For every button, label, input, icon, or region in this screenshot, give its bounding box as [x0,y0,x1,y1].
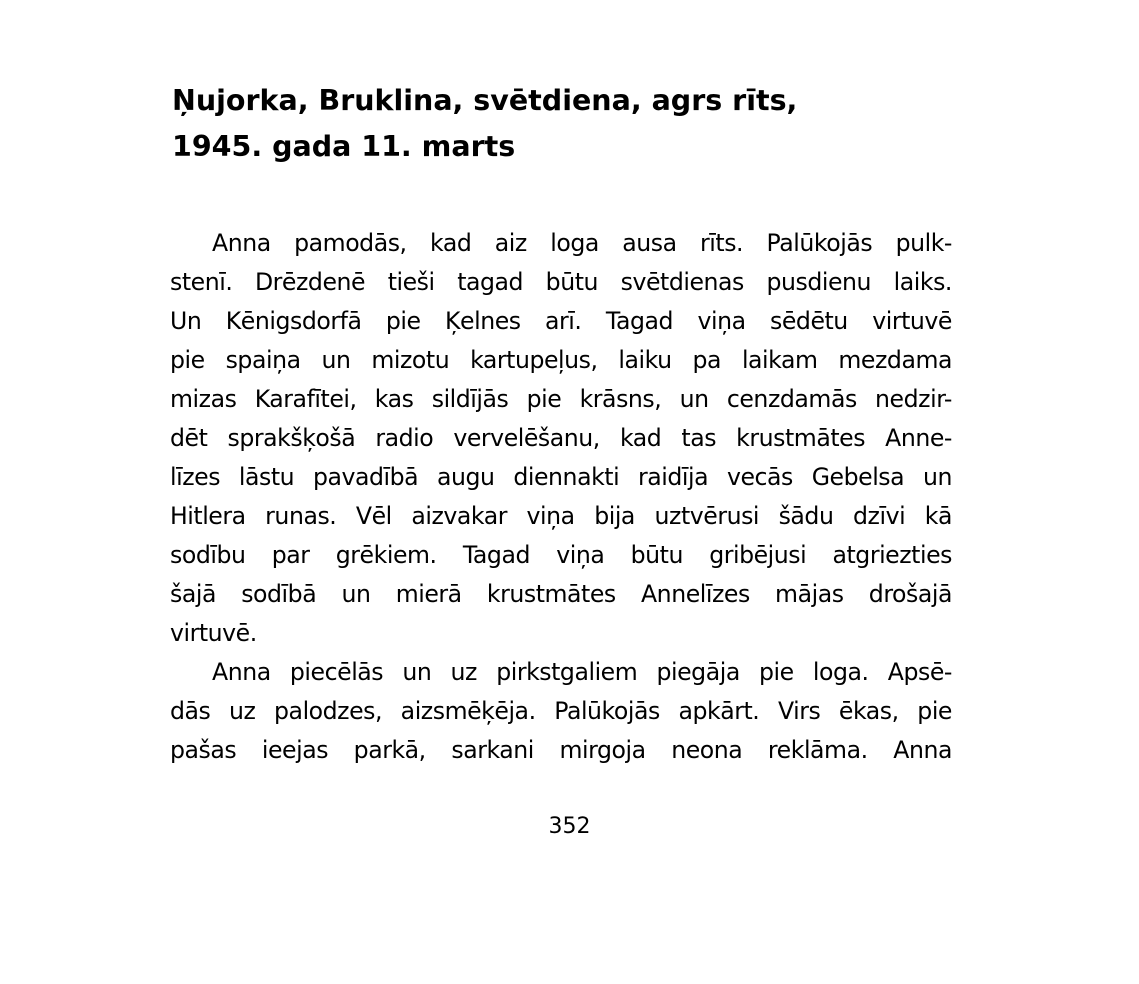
text-line: Anna piecēlās un uz pirkstgaliem piegāja pie loga. Apsē- [212,658,952,686]
text-line: pašas ieejas parkā, sarkani mirgoja neona reklāma. Anna [170,736,952,764]
chapter-heading-line-2: 1945. gada 11. marts [172,130,516,163]
text-line: virtuvē. [170,619,257,647]
chapter-heading [172,78,962,170]
body-text [170,224,952,770]
text-line: pie spaiņa un mizotu kartupeļus, laiku pa laikam mezdama [170,346,952,374]
text-line: šajā sodībā un mierā krustmātes Annelīzes mājas drošajā [170,580,952,608]
text-line: stenī. Drēzdenē tieši tagad būtu svētdienas pusdienu laiks. [170,268,952,296]
text-line: Un Kēnigsdorfā pie Ķelnes arī. Tagad viņa sēdētu virtuvē [170,307,952,335]
text-line: dēt sprakšķošā radio vervelēšanu, kad tas krustmātes Anne- [170,424,952,452]
text-line: sodību par grēkiem. Tagad viņa būtu gribējusi atgriezties [170,541,952,569]
text-line: Hitlera runas. Vēl aizvakar viņa bija uztvērusi šādu dzīvi kā [170,502,952,530]
page-number: 352 [548,814,591,839]
text-line: mizas Karafītei, kas sildījās pie krāsns, un cenzdamās nedzir- [170,385,952,413]
text-line: Anna pamodās, kad aiz loga ausa rīts. Palūkojās pulk- [212,229,952,257]
text-line: dās uz palodzes, aizsmēķēja. Palūkojās apkārt. Virs ēkas, pie [170,697,952,725]
chapter-heading-line-1: Ņujorka, Bruklina, svētdiena, agrs rīts, [172,84,798,117]
text-line: līzes lāstu pavadībā augu diennakti raidīja vecās Gebelsa un [170,463,952,491]
